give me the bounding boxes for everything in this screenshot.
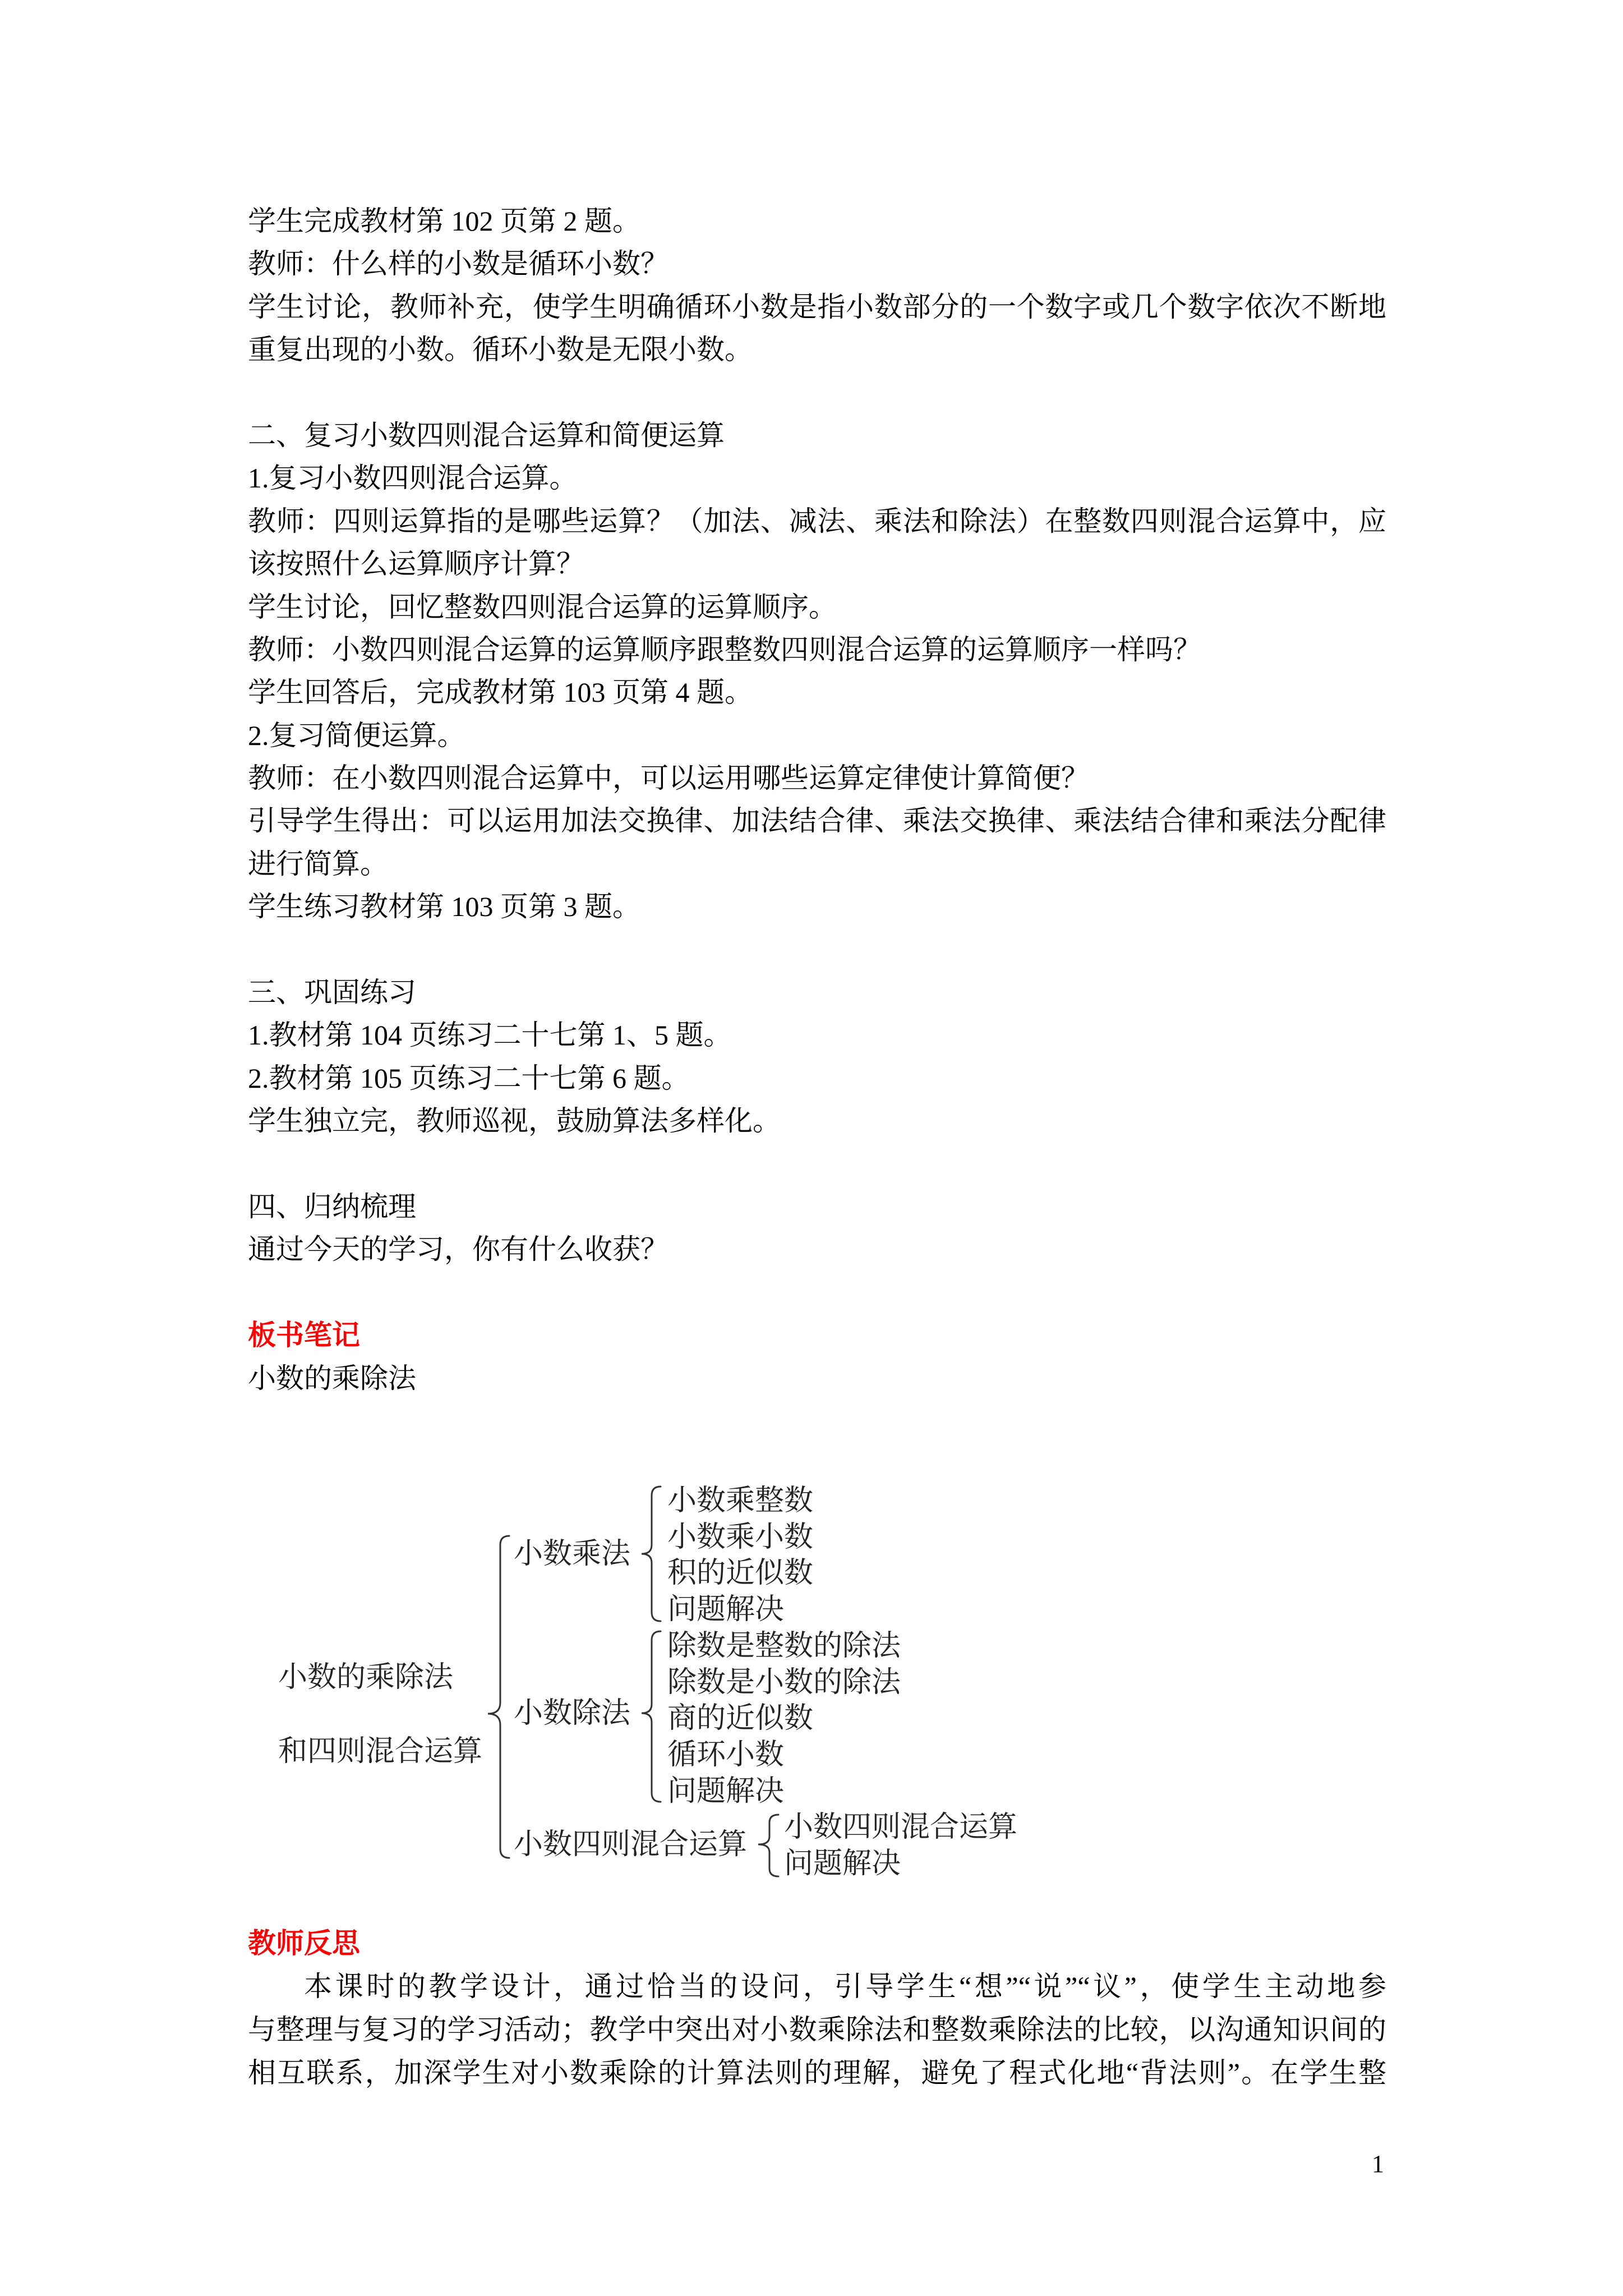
section-heading-summary: 四、归纳梳理 bbox=[248, 1190, 416, 1222]
spacer bbox=[248, 371, 1386, 414]
branch-item: 积的近似数 bbox=[667, 1557, 814, 1589]
main-brace bbox=[488, 1536, 509, 1858]
page-number: 1 bbox=[1372, 2150, 1384, 2178]
board-notes-heading: 板书笔记 bbox=[248, 1319, 360, 1351]
text-line: 通过今天的学习，你有什么收获？ bbox=[248, 1234, 668, 1266]
text-line: 学生练习教材第 103 页第 3 题。 bbox=[248, 891, 640, 923]
text-line: 本课时的教学设计，通过恰当的设问，引导学生“想”“说”“议”，使学生主动地参 bbox=[304, 1971, 1386, 2002]
spacer bbox=[248, 1271, 1386, 1314]
reflection-heading: 教师反思 bbox=[248, 1927, 360, 1959]
branch-item: 小数乘小数 bbox=[667, 1521, 814, 1553]
teacher-reflection bbox=[248, 1922, 1386, 2095]
branch-item: 除数是小数的除法 bbox=[667, 1666, 901, 1699]
section-heading-practice: 三、巩固练习 bbox=[248, 977, 416, 1009]
spacer bbox=[248, 1143, 1386, 1185]
branch-label-mixed-operations: 小数四则混合运算 bbox=[514, 1828, 748, 1861]
text-line: 相互联系，加深学生对小数乘除的计算法则的理解，避免了程式化地“背法则”。在学生整 bbox=[248, 2057, 1386, 2088]
spacer bbox=[248, 928, 1386, 971]
text-line: 1.复习小数四则混合运算。 bbox=[248, 462, 578, 494]
lesson-body bbox=[248, 200, 1386, 1400]
branch-label-multiplication: 小数乘法 bbox=[514, 1538, 631, 1570]
text-line: 重复出现的小数。循环小数是无限小数。 bbox=[248, 334, 753, 366]
text-line: 教师：小数四则混合运算的运算顺序跟整数四则混合运算的运算顺序一样吗？ bbox=[248, 633, 1201, 665]
branch-item: 问题解决 bbox=[667, 1593, 785, 1626]
text-line: 学生独立完，教师巡视，鼓励算法多样化。 bbox=[248, 1105, 781, 1137]
branch-item: 小数乘整数 bbox=[667, 1484, 814, 1517]
text-line: 教师：在小数四则混合运算中，可以运用哪些运算定律使计算简便？ bbox=[248, 762, 1089, 794]
diagram-root-line-2: 和四则混合运算 bbox=[278, 1735, 483, 1768]
branch-item: 问题解决 bbox=[667, 1775, 785, 1807]
text-line: 与整理与复习的学习活动；教学中突出对小数乘除法和整数乘除法的比较，以沟通知识间的 bbox=[248, 2014, 1386, 2045]
text-line: 学生讨论，回忆整数四则混合运算的运算顺序。 bbox=[248, 591, 837, 623]
board-notes-title: 小数的乘除法 bbox=[248, 1362, 416, 1394]
branch-item: 问题解决 bbox=[784, 1847, 901, 1880]
multiplication-brace bbox=[642, 1487, 661, 1621]
text-line: 引导学生得出：可以运用加法交换律、加法结合律、乘法交换律、乘法结合律和乘法分配律 bbox=[248, 805, 1386, 837]
mixed-operations-brace bbox=[758, 1815, 778, 1876]
branch-label-division: 小数除法 bbox=[514, 1697, 631, 1729]
text-line: 该按照什么运算顺序计算？ bbox=[248, 548, 584, 580]
text-line: 教师：什么样的小数是循环小数？ bbox=[248, 248, 668, 280]
text-line: 2.复习简便运算。 bbox=[248, 719, 465, 751]
text-line: 进行简算。 bbox=[248, 848, 388, 880]
text-line: 1.教材第 104 页练习二十七第 1、5 题。 bbox=[248, 1019, 732, 1051]
text-line: 教师：四则运算指的是哪些运算？（加法、减法、乘法和除法）在整数四则混合运算中，应 bbox=[248, 505, 1386, 537]
text-line: 2.教材第 105 页练习二十七第 6 题。 bbox=[248, 1062, 690, 1094]
text-line: 学生讨论，教师补充，使学生明确循环小数是指小数部分的一个数字或几个数字依次不断地 bbox=[248, 291, 1386, 323]
diagram-root-line-1: 小数的乘除法 bbox=[278, 1661, 454, 1694]
division-brace bbox=[642, 1631, 661, 1802]
branch-item: 除数是整数的除法 bbox=[667, 1630, 901, 1662]
section-heading-review: 二、复习小数四则混合运算和简便运算 bbox=[248, 419, 725, 451]
branch-item: 小数四则混合运算 bbox=[784, 1811, 1018, 1843]
text-line: 学生完成教材第 102 页第 2 题。 bbox=[248, 205, 640, 237]
text-line: 学生回答后，完成教材第 103 页第 4 题。 bbox=[248, 677, 753, 708]
branch-item: 商的近似数 bbox=[667, 1702, 814, 1734]
branch-item: 循环小数 bbox=[667, 1738, 785, 1771]
